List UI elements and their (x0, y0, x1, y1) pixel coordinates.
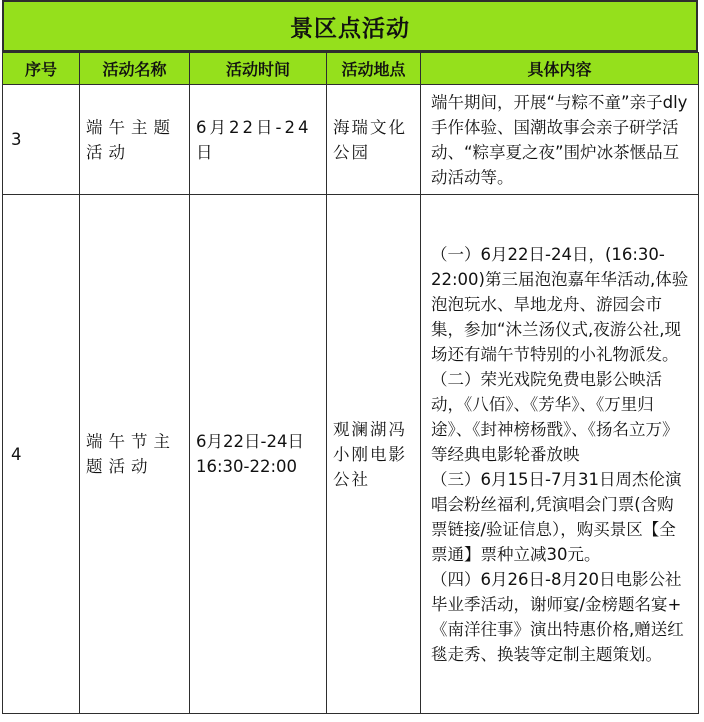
col-header-content: 具体内容 (421, 53, 699, 85)
row-activity-place: 观澜湖冯小刚电影公社 (327, 195, 421, 714)
content-paragraph: （四）6月26日-8月20日电影公社毕业季活动，谢师宴/金榜题名宴+《南洋往事》演出特惠价格,赠送红毯走秀、换装等定制主题策划。 (431, 569, 684, 664)
row-num: 4 (3, 195, 80, 714)
row-activity-name: 端午节主题活动 (80, 195, 190, 714)
row-activity-content (421, 85, 699, 195)
col-header-name: 活动名称 (80, 53, 190, 85)
header-row (3, 53, 699, 85)
table-title: 景区点活动 (2, 0, 698, 52)
row-activity-time: 6月22日-24日 16:30-22:00 (190, 195, 327, 714)
content-paragraph: （一）6月22日-24日，(16:30-22:00)第三届泡泡嘉年华活动,体验泡泡玩水、旱地龙舟、游园会市集，参加“沐兰汤仪式,夜游公社,现场还有端午节特别的小礼物派发。 (431, 244, 689, 364)
content-paragraph: （三）6月15日-7月31日周杰伦演唱会粉丝福利,凭演唱会门票(含购票链接/验证信息），购买景区【全票通】票种立减30元。 (431, 469, 682, 564)
row-num: 3 (3, 85, 80, 195)
row-activity-time: 6月22日-24日 (190, 85, 327, 195)
row-activity-content (421, 195, 699, 714)
table-row (3, 85, 699, 195)
activity-table (2, 52, 699, 714)
row-activity-name: 端午主题活动 (80, 85, 190, 195)
row-activity-place: 海瑞文化公园 (327, 85, 421, 195)
col-header-num: 序号 (3, 53, 80, 85)
content-paragraph: 端午期间，开展“与粽不童”亲子dly手作体验、国潮故事会亲子研学活动、“粽享夏之夜”围炉冰茶惬品互动活动等。 (431, 92, 688, 187)
col-header-place: 活动地点 (327, 53, 421, 85)
table-row (3, 195, 699, 714)
content-paragraph: （二）荣光戏院免费电影公映活动，《八佰》、《芳华》、《万里归途》、《封神榜杨戬》、《扬名立万》等经典电影轮番放映 (431, 369, 679, 464)
col-header-time: 活动时间 (190, 53, 327, 85)
